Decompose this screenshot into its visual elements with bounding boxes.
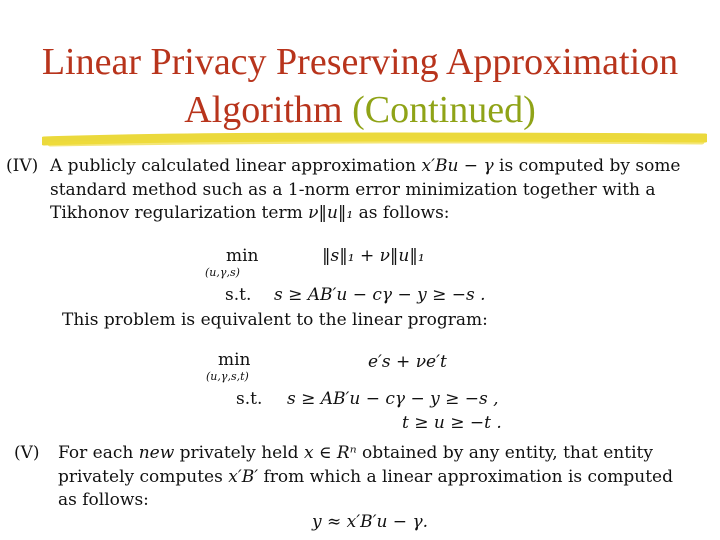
title-subtitle: (Continued) (352, 89, 536, 131)
lp1-st: s.t. (225, 285, 252, 305)
lp1-variables: (u,γ,s) (205, 266, 240, 279)
step-iv-math-approx: x′Bu − γ (421, 156, 494, 176)
title-main: Algorithm (184, 89, 353, 131)
step-iv-label: (IV) (6, 156, 39, 176)
lp2-constraint-1: s ≥ AB′u − cγ − y ≥ −s , (287, 389, 499, 409)
step-v-label: (V) (14, 443, 40, 463)
step-iv-math-reg: ν‖u‖₁ (308, 203, 354, 223)
lp2-objective: e′s + νe′t (368, 352, 447, 372)
step-v-text-a: For each (58, 443, 139, 463)
step-iv-line-3 (50, 203, 450, 223)
step-v-text-c: obtained by any entity, that entity (356, 443, 653, 463)
step-v-line-1 (58, 443, 653, 463)
lp1-min: min (226, 246, 259, 266)
step-v-new: new (138, 443, 175, 463)
lp2-variables: (u,γ,s,t) (206, 370, 249, 383)
step-v-text-d: privately computes (58, 467, 229, 487)
lp2-constraint-2: t ≥ u ≥ −t . (402, 413, 502, 433)
step-iv-line-2: standard method such as a 1-norm error minimization together with a (50, 180, 656, 200)
step-v-math-xb: x′B′ (228, 467, 259, 487)
step-iv-line-1 (50, 156, 681, 176)
step-v-formula: y ≈ x′B′u − γ. (312, 512, 429, 532)
title-line-1: Linear Privacy Preserving Approximation (41, 41, 679, 83)
step-iv-text-d: as follows: (353, 203, 450, 223)
step-v-line-2 (58, 467, 673, 487)
step-v-line-3: as follows: (58, 490, 149, 510)
step-iv-text-b: is computed by some (493, 156, 681, 176)
step-v-math-x: x ∈ Rⁿ (303, 443, 357, 463)
step-v-text-e: from which a linear approximation is computed (258, 467, 673, 487)
step-v-text-b: privately held (174, 443, 304, 463)
lp1-objective: ‖s‖₁ + ν‖u‖₁ (322, 246, 425, 266)
lp2-st: s.t. (236, 389, 263, 409)
step-iv-text-a: A publicly calculated linear approximation (50, 156, 422, 176)
lp2-min: min (218, 350, 251, 370)
lp1-constraint: s ≥ AB′u − cγ − y ≥ −s . (274, 285, 486, 305)
step-iv-text-c: Tikhonov regularization term (50, 203, 309, 223)
equivalence-text: This problem is equivalent to the linear program: (62, 310, 488, 330)
